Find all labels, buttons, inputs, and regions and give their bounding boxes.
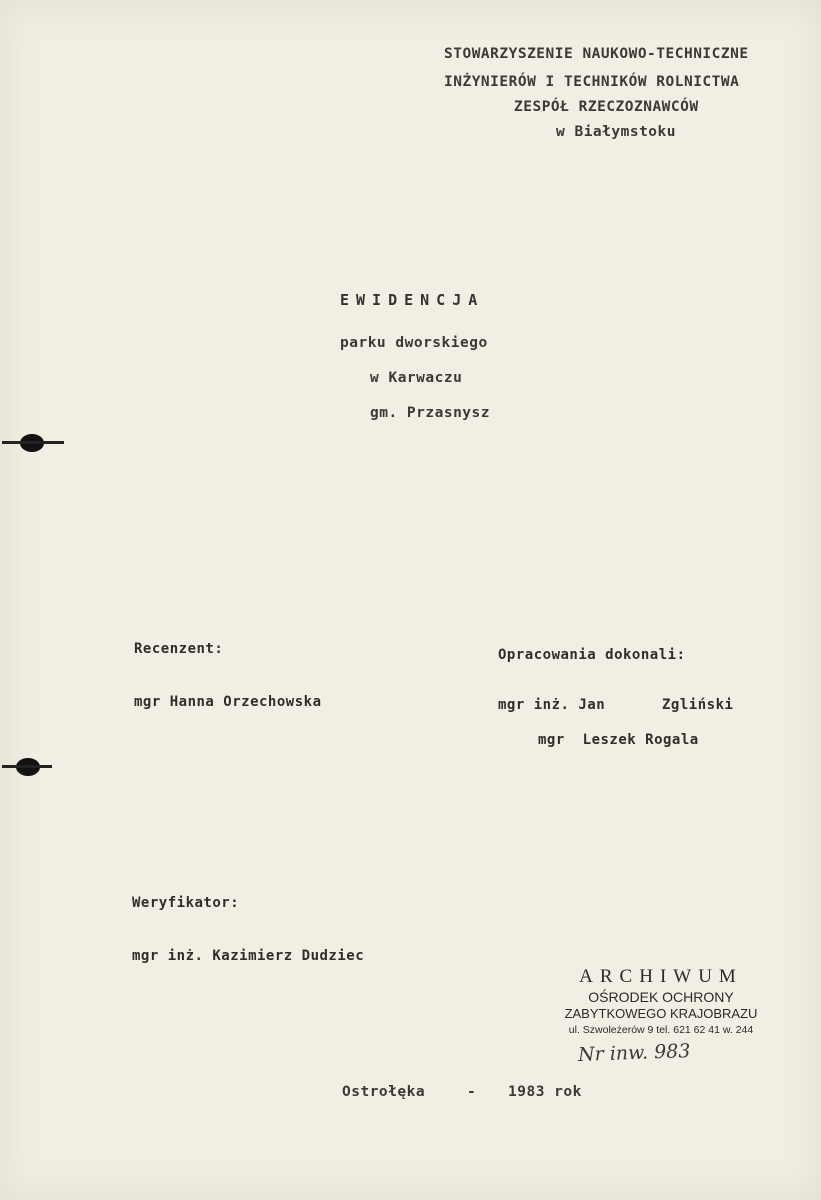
stamp-line-3: ZABYTKOWEGO KRAJOBRAZU — [564, 1006, 758, 1021]
header-line-1: STOWARZYSZENIE NAUKOWO-TECHNICZNE — [444, 46, 749, 62]
reviewer-name: mgr Hanna Orzechowska — [134, 694, 322, 710]
binding-hole-bottom-mark — [2, 765, 52, 768]
title-line-3: w Karwaczu — [370, 370, 463, 386]
author-1-surname: Zgliński — [662, 697, 734, 713]
archive-stamp — [556, 966, 766, 1036]
authors-label: Opracowania dokonali: — [498, 647, 686, 663]
header-line-3: ZESPÓŁ RZECZOZNAWCÓW — [514, 99, 699, 115]
footer-dash: - — [467, 1084, 477, 1100]
stamp-line-1: ARCHIWUM — [579, 966, 743, 987]
header-line-2: INŻYNIERÓW I TECHNIKÓW ROLNICTWA — [444, 74, 740, 90]
binding-hole-top-mark — [2, 441, 64, 444]
title-line-2: parku dworskiego — [340, 335, 488, 351]
author-2: mgr Leszek Rogala — [538, 732, 699, 748]
footer-place: Ostrołęka — [342, 1084, 426, 1100]
title-line-4: gm. Przasnysz — [370, 405, 490, 421]
author-1-prefix: mgr inż. Jan — [498, 697, 606, 713]
document-title: EWIDENCJA — [340, 291, 485, 309]
reviewer-label: Recenzent: — [134, 641, 224, 657]
verifier-name: mgr inż. Kazimierz Dudziec — [132, 948, 365, 964]
stamp-line-2: OŚRODEK OCHRONY — [588, 989, 734, 1005]
footer-year: 1983 rok — [508, 1084, 582, 1100]
handwritten-inventory-number: Nr inw. 983 — [577, 1040, 691, 1066]
header-line-4: w Białymstoku — [556, 124, 676, 140]
stamp-line-4: ul. Szwoleżerów 9 tel. 621 62 41 w. 244 — [568, 1024, 754, 1036]
verifier-label: Weryfikator: — [132, 895, 240, 911]
